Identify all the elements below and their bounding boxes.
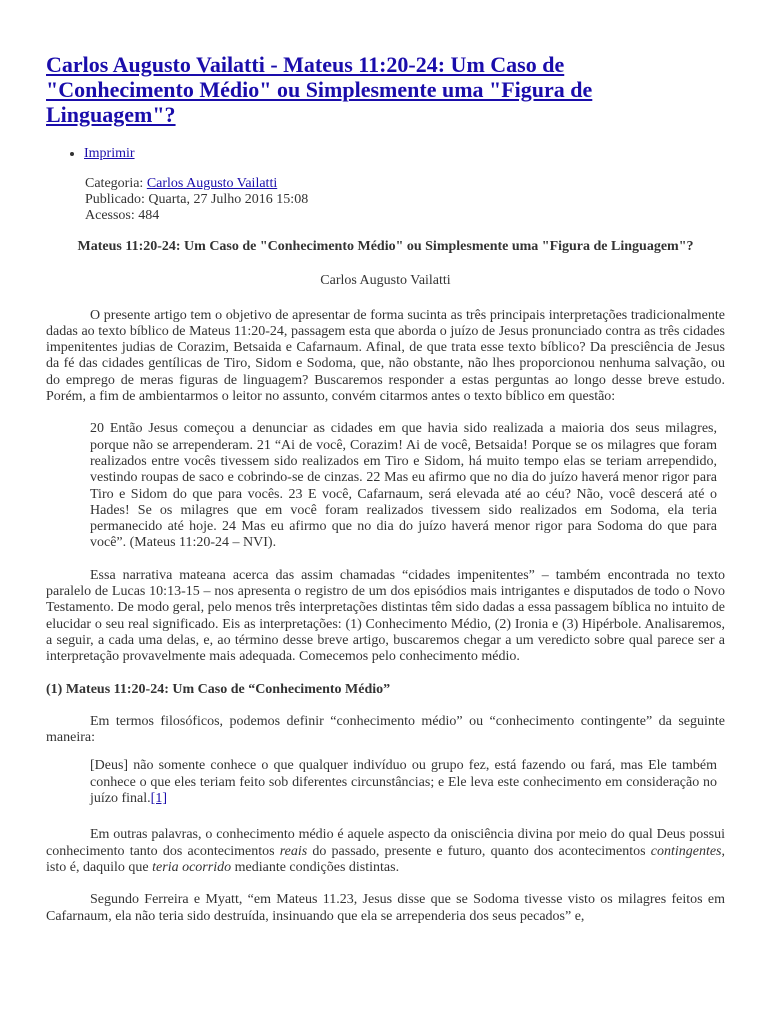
category-line (85, 176, 308, 192)
article-info (85, 176, 308, 224)
para4-a: Em outras palavras, o conhecimento médio é aquele aspecto da onisciência divina por meio do qual Deus possui conhecimento tanto dos acontecimentos (46, 827, 725, 859)
definition-quote (90, 758, 717, 807)
content-author: Carlos Augusto Vailatti (320, 273, 451, 289)
category-label: Categoria: (85, 176, 147, 191)
intro-paragraph: O presente artigo tem o objetivo de apresentar de forma sucinta as três principais interpretações tradicionalmente dadas ao texto bíblico de Mateus 11:20-24, passagem esta que aborda o juízo de Jesus pronunciado contra as três cidades impenitentes judias de Corazim, Betsaida e Cafarnaum. Afinal, de que trata esse texto bíblico? Da presciência de Jesus da fé das cidades gentílicas de Tiro, Sidom e Sodoma, que, não obstante, não lhes proporcionou nenhuma salvação, ou do emprego de meras figuras de linguagem? Buscaremos responder a estas perguntas ao longo desse breve estudo. Porém, a fim de ambientarmos o leitor no assunto, convém citarmos antes o texto bíblico em questão: (46, 307, 725, 405)
paragraph-definition: Em termos filosóficos, podemos definir “conhecimento médio” ou “conhecimento contingente” da seguinte maneira: (46, 713, 725, 746)
paragraph-interpretations: Essa narrativa mateana acerca das assim chamadas “cidades impenitentes” – também encontrada no texto paralelo de Lucas 10:13-15 – nos apresenta o registro de um dos episódios mais intrigantes e disputados de todo o Novo Testamento. De modo geral, pelo menos três interpretações distintas têm sido dadas a essa passagem bíblica no intuito de elucidar o seu real significado. Eis as interpretações: (1) Conhecimento Médio, (2) Ironia e (3) Hipérbole. Analisaremos, a seguir, a cada uma delas, e, ao término desse breve artigo, buscaremos chegar a um veredicto sobre qual parece ser a interpretação provavelmente mais adequada. Comecemos pelo conhecimento médio. (46, 567, 725, 665)
para4-e: , isto é, daquilo que (46, 843, 725, 875)
section-heading: (1) Mateus 11:20-24: Um Caso de “Conhecimento Médio” (46, 681, 391, 697)
scripture-quote: 20 Então Jesus começou a denunciar as cidades em que havia sido realizada a maioria dos seus milagres, porque não se arrependeram. 21 “Ai de você, Corazim! Ai de você, Betsaida! Porque se os milagres que foram realizados entre vocês tivessem sido realizados em Tiro e Sidom, há muito tempo elas se teriam arrependido, vestindo roupas de saco e cobrindo-se de cinzas. 22 Mas eu afirmo que no dia do juízo haverá menor rigor para Tiro e Sidom do que para vocês. 23 E você, Cafarnaum, será elevada até ao céu? Não, você descerá até o Hades! Se os milagres que em você foram realizados tivessem sido realizados em Sodoma, ela teria permanecido até hoje. 24 Mas eu afirmo que no dia do juízo haverá menor rigor para Sodoma do que para você”. (Mateus 11:20-24 – NVI). (90, 421, 717, 551)
article-title-link[interactable]: Carlos Augusto Vailatti - Mateus 11:20-24: Um Caso de "Conhecimento Médio" ou Simplesmente uma "Figura de Linguagem"? (46, 52, 593, 127)
published-date: Publicado: Quarta, 27 Julho 2016 15:08 (85, 192, 309, 207)
article-actions (64, 145, 135, 163)
article-title (46, 52, 686, 127)
print-link[interactable]: Imprimir (84, 146, 135, 161)
para4-d: contingentes (650, 843, 722, 859)
article-body (46, 239, 725, 925)
para4-b: reais (279, 843, 308, 859)
category-link[interactable]: Carlos Augusto Vailatti (146, 176, 278, 191)
footnote-link[interactable]: [1] (150, 791, 167, 807)
para4-g: mediante condições distintas. (231, 859, 400, 875)
paragraph-middle-knowledge (46, 827, 725, 876)
hits-count: Acessos: 484 (85, 208, 160, 223)
print-item (84, 145, 135, 163)
paragraph-ferreira-myatt: Segundo Ferreira e Myatt, “em Mateus 11.23, Jesus disse que se Sodoma tivesse visto os milagres feitos em Cafarnaum, ela não teria sido destruída, insinuando que ela se arrependeria dos seus pecados” e, (46, 892, 725, 924)
definition-quote-text: [Deus] não somente conhece o que qualquer indivíduo ou grupo fez, está fazendo ou fará, mas Ele também conhece o que eles teriam feito sob diferentes circunstâncias; e Ele leva este conhecimento em consideração no juízo final. (90, 758, 717, 807)
para4-f: teria ocorrido (152, 859, 232, 875)
content-heading: Mateus 11:20-24: Um Caso de "Conhecimento Médio" ou Simplesmente uma "Figura de Linguagem"? (77, 239, 694, 254)
para4-c: do passado, presente e futuro, quanto dos acontecimentos (307, 843, 651, 859)
